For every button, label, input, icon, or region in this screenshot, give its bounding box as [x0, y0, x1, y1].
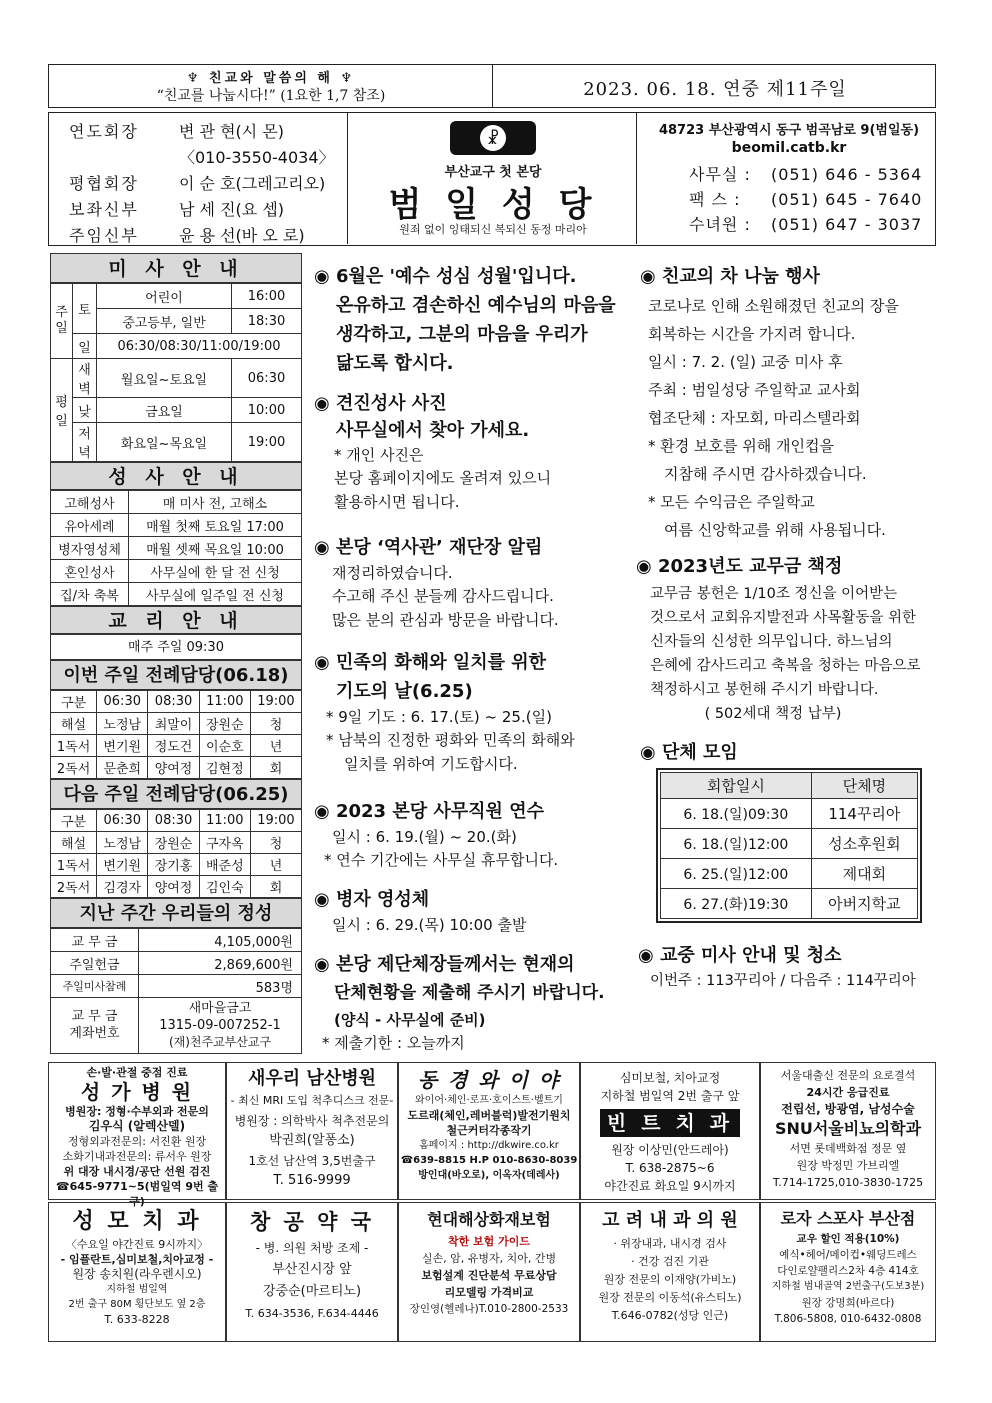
cell: 김경자: [97, 876, 148, 898]
group-date: 6. 27.(화)19:30: [661, 889, 812, 919]
mass-time: 10:00: [232, 398, 302, 423]
sacrament-key: 유아세례: [51, 514, 129, 537]
bint-dental-logo: 빈 트 치 과: [600, 1109, 740, 1137]
sunday-times: 06:30/08:30/11:00/19:00: [97, 334, 302, 359]
col-header: 06:30: [97, 691, 148, 713]
sacrament-key: 병자영성체: [51, 537, 129, 560]
group-name: 성소후원회: [811, 829, 917, 859]
mass-cat: 금요일: [97, 398, 232, 423]
staff-row: 주임신부 윤 용 선(바 오 로): [69, 226, 305, 245]
this-week-title: 이번 주일 전례담당(06.18): [50, 660, 302, 690]
col-header: 08:30: [148, 691, 199, 713]
offering-table: [50, 928, 302, 1054]
mass-cat: 월요일~토요일: [97, 359, 232, 398]
ad-namsan-hospital: 새우리 남산병원 - 최신 MRI 도입 척추디스크 전문- 병원장 : 의학박사 척추전문의 박권희(알퐁소) 1호선 남산역 3,5번출구 T. 516-9999: [226, 1062, 398, 1200]
sacrament-table: [50, 490, 302, 606]
account-label: 교 무 금 계좌번호: [51, 998, 139, 1054]
mass-title: 미 사 안 내: [50, 253, 302, 283]
cell: 최말이: [148, 713, 199, 735]
notice-confirmation-photo: ◉ 견진성사 사진 사무실에서 찾아 가세요. * 개인 사진은 본당 홈페이지에도 올려져 있으니 활용하시면 됩니다.: [314, 393, 552, 511]
cell: 장원순: [148, 832, 199, 854]
sacrament-value: 매월 셋째 목요일 10:00: [129, 537, 302, 560]
bullet-icon: ◉: [636, 556, 658, 577]
cell: 년: [250, 735, 301, 757]
notice-group-status: ◉ 본당 제단체장들께서는 현재의 단체현황을 제출해 주시기 바랍니다. (양식 - 사무실에 준비) * 제출기한 : 오늘까지: [314, 954, 605, 1052]
notice-reconciliation-prayer: ◉ 민족의 화해와 일치를 위한 기도의 날(6.25) * 9일 기도 : 6. 17.(토) ~ 25.(일) * 남북의 진정한 평화와 민족의 화해와 일치를 위하여 기도합시다.: [314, 652, 575, 773]
logo-tagline: 원죄 없이 잉태되신 복되신 동정 마리아: [399, 223, 587, 236]
next-week-table: [50, 809, 302, 898]
staff-row: 〈010-3550-4034〉: [179, 148, 335, 167]
cell: 변기원: [97, 854, 148, 876]
mass-sub: 새벽: [73, 359, 97, 398]
cell: 청: [250, 713, 301, 735]
mass-cat: 화요일~목요일: [97, 423, 232, 462]
bullet-icon: ◉: [314, 266, 336, 287]
cell: 김인숙: [199, 876, 250, 898]
col-header: 회합일시: [661, 773, 812, 799]
church-emblem-icon: [448, 119, 538, 157]
left-column: [50, 253, 302, 1054]
mass-cat: 중고등부, 일반: [97, 309, 232, 334]
motto-box: [48, 64, 492, 108]
col-header: 19:00: [250, 810, 301, 832]
notice-history-hall: ◉ 본당 ‘역사관’ 재단장 알림 재정리하였습니다. 수고해 주신 분들께 감사드립니다. 많은 분의 관심과 방문을 바랍니다.: [314, 537, 559, 629]
bullet-icon: ◉: [314, 889, 336, 910]
staff-row: 보좌신부 남 세 진(요 셉): [69, 200, 285, 219]
catechism-text: 매주 주일 09:30: [50, 634, 302, 660]
bullet-icon: ◉: [640, 266, 662, 287]
cell: 구자옥: [199, 832, 250, 854]
bullet-icon: ◉: [314, 537, 336, 558]
group-table-frame: [656, 768, 922, 923]
cell: 문춘희: [97, 757, 148, 779]
this-week-table: [50, 690, 302, 779]
notice-sacred-heart: ◉ 6월은 '예수 성심 성월'입니다. 온유하고 겸손하신 예수님의 마음을 생각하고, 그분의 마음을 우리가 닮도록 합시다.: [314, 266, 616, 374]
catechism-title: 교 리 안 내: [50, 606, 302, 634]
ad-sungga-hospital: 손·발·관절 중점 진료 성 가 병 원 병원장: 정형·수부외과 전문의 김우식 (알렉산델) 정형외과전문의: 서진환 원장 소화기내과전문의: 류서우 원장 위 대장 내시경/공단 선원 검진 ☎645-9771~5(범일역 9번 출구): [48, 1062, 226, 1200]
group-name: 아버지학교: [811, 889, 917, 919]
sacrament-key: 집/차 축복: [51, 583, 129, 606]
col-header: 11:00: [199, 691, 250, 713]
weekday-label: 평일: [51, 359, 73, 462]
cell: 장원순: [199, 713, 250, 735]
cell: 양여정: [148, 876, 199, 898]
cell: 양여정: [148, 757, 199, 779]
mass-time: 19:00: [232, 423, 302, 462]
cell: 1독서: [51, 735, 97, 757]
cell: 변기원: [97, 735, 148, 757]
col-header: 19:00: [250, 691, 301, 713]
cell: 2독서: [51, 876, 97, 898]
offering-value: 2,869,600원: [139, 952, 302, 975]
mass-sub: 낮: [73, 398, 97, 423]
phone-fax: 팩 스 : (051) 645 - 7640: [689, 190, 923, 209]
bullet-icon: ◉: [640, 742, 662, 763]
sunday-label: 주일: [51, 284, 73, 359]
mass-time: 18:30: [232, 309, 302, 334]
ad-hyundai-insurance: 현대해상화재보험 착한 보험 가이드 실손, 암, 유병자, 치아, 간병 보험설계 진단분석 무료상담 리모델링 가격비교 장인영(헬레나)T.010-2800-2533: [398, 1202, 580, 1342]
next-week-title: 다음 주일 전례담당(06.25): [50, 779, 302, 809]
motto-title: ♆ 친교와 말씀의 해 ♆: [186, 71, 356, 86]
sacrament-key: 고해성사: [51, 491, 129, 514]
bullet-icon: ◉: [314, 652, 336, 673]
cell: 회: [250, 876, 301, 898]
website-link[interactable]: beomil.catb.kr: [731, 140, 847, 156]
mass-sub: 저녁: [73, 423, 97, 462]
church-name: 범 일 성 당: [388, 185, 598, 225]
ad-sungmo-dental: 성 모 치 과 〈수요일 야간진료 9시까지〉 - 임플란트,심미보철,치아교정 - 원장 송치원(라우렌시오) 지하철 범일역 2번 출구 80M 횡단보도 옆 2층 T. 633-8228: [48, 1202, 226, 1342]
cell: 정도건: [148, 735, 199, 757]
offering-value: 4,105,000원: [139, 929, 302, 952]
cell: 2독서: [51, 757, 97, 779]
date-box: [492, 64, 936, 108]
cell: 해설: [51, 713, 97, 735]
contact-block: [645, 119, 933, 237]
col-header: 11:00: [199, 810, 250, 832]
sacrament-title: 성 사 안 내: [50, 462, 302, 490]
group-meetings: ◉ 단체 모임 회합일시 단체명 6. 18.(일)09:30 114꾸리아 6. 18.(일)12:00 성소후원회 6. 25.(일)12:00 제대회 6. 27.(화)19:30 아버지학교: [640, 738, 938, 923]
sacrament-value: 사무실에 일주일 전 신청: [129, 583, 302, 606]
offering-key: 교 무 금: [51, 929, 139, 952]
svg-text:☧: ☧: [486, 129, 500, 148]
group-table: [660, 772, 918, 919]
cell: 년: [250, 854, 301, 876]
offering-value: 583명: [139, 975, 302, 998]
col-header: 단체명: [811, 773, 917, 799]
cell: 해설: [51, 832, 97, 854]
phone-office: 사무실 : (051) 646 - 5364: [689, 165, 923, 184]
cell: 노정남: [97, 832, 148, 854]
info-box: [48, 112, 936, 246]
ad-donggyeong-wire: 동 경 와 이 야 와이어·체인·로프·호이스트·벨트기 도르래(체인,레버블럭)발전기원치 철근커터각종작기 홈페이지 : http://dkwire.co.kr ☎639-8815 H.P 010-8630-8039 방인대(바오로), 이옥자(데레사): [398, 1062, 580, 1200]
sunday-day-label: 일: [73, 334, 97, 359]
offering-title: 지난 주간 우리들의 정성: [50, 898, 302, 928]
notice-tea-sharing: ◉ 친교의 차 나눔 행사 코로나로 인해 소원해졌던 친교의 장을 회복하는 시간을 가지려 합니다. 일시 : 7. 2. (일) 교중 미사 후 주최 : 범일성당 주일학교 교사회 협조단체 : 자모회, 마리스텔라회 * 환경 보호를 위해 개인컵을 지참해 주시면 감사하겠습니다. * 모든 수익금은 주일학교 여름 신앙학교를 위해 사용됩니다.: [640, 266, 899, 539]
notice-staff-training: ◉ 2023 본당 사무직원 연수 일시 : 6. 19.(월) ~ 20.(화) * 연수 기간에는 사무실 휴무합니다.: [314, 801, 559, 870]
notice-tithe: ◉ 2023년도 교무금 책정 교무금 봉헌은 1/10조 정신을 이어받는 것으로서 교회유지발전과 사목활동을 위한 신자들의 신성한 의무입니다. 하느님의 은혜에 감사드리고 축복을 청하는 마음으로 책정하시고 봉헌해 주시기 바랍니다. ( 502세대 책정 납부): [636, 556, 921, 722]
col-header: 06:30: [97, 810, 148, 832]
notice-sick-communion: ◉ 병자 영성체 일시 : 6. 29.(목) 10:00 출발: [314, 889, 527, 934]
cell: 배준성: [199, 854, 250, 876]
col-header: 구분: [51, 810, 97, 832]
staff-list: [69, 119, 359, 249]
cell: 장기홍: [148, 854, 199, 876]
mass-cat: 어린이: [97, 284, 232, 309]
bullet-icon: ◉: [314, 393, 336, 414]
ad-snu-urology: 서울대출신 전문의 요로결석 24시간 응급진료 전립선, 방광염, 남성수술 SNU서울비뇨의학과 서면 롯데백화점 정문 옆 원장 박정민 가브리엘 T.714-1725,010-3830-1725: [760, 1062, 936, 1200]
mass-time: 06:30: [232, 359, 302, 398]
motto-text: “친교를 나눕시다!” (1요한 1,7 참조): [156, 88, 386, 104]
date-line: 2023. 06. 18. 연중 제11주일: [583, 79, 847, 100]
offering-key: 주일헌금: [51, 952, 139, 975]
account-info: 새마을금고 1315-09-007252-1 (재)천주교부산교구: [139, 998, 302, 1054]
offering-key: 주일미사참례: [51, 975, 139, 998]
bullet-icon: ◉: [314, 801, 336, 822]
address: 48723 부산광역시 동구 범곡남로 9(범일동): [658, 123, 920, 138]
logo-area: [347, 113, 637, 244]
sacrament-value: 매 미사 전, 고해소: [129, 491, 302, 514]
cell: 이순호: [199, 735, 250, 757]
staff-row: 연도회장 변 관 현(시 몬): [69, 122, 285, 141]
group-date: 6. 25.(일)12:00: [661, 859, 812, 889]
ad-changgong-pharmacy: 창 공 약 국 - 병. 의원 처방 조제 - 부산진시장 앞 강중순(마르티노) T. 634-3536, F.634-4446: [226, 1202, 398, 1342]
ad-goryeo-clinic: 고 려 내 과 의 원 · 위장내과, 내시경 검사 · 건강 검진 기관 원장 전문의 이재양(가비노) 원장 전문의 이동석(유스티노) T.646-0782(성당 인근): [580, 1202, 760, 1342]
mass-table: [50, 283, 302, 462]
sacrament-key: 혼인성사: [51, 560, 129, 583]
bullet-icon: ◉: [314, 954, 336, 975]
group-name: 제대회: [811, 859, 917, 889]
cell: 1독서: [51, 854, 97, 876]
group-name: 114꾸리아: [811, 799, 917, 829]
phone-convent: 수녀원 : (051) 647 - 3037: [689, 215, 923, 234]
ad-bint-dental: 심미보철, 치아교정 지하철 범일역 2번 출구 앞 빈 트 치 과 원장 이상민(안드레아) T. 638-2875~6 야간진료 화요일 9시까지: [580, 1062, 760, 1200]
mass-time: 16:00: [232, 284, 302, 309]
bullet-icon: ◉: [638, 945, 660, 966]
cell: 회: [250, 757, 301, 779]
cell: 김현정: [199, 757, 250, 779]
group-date: 6. 18.(일)12:00: [661, 829, 812, 859]
saturday-label: 토: [73, 284, 97, 334]
staff-row: 평협회장 이 순 호(그레고리오): [69, 174, 326, 193]
sacrament-value: 사무실에 한 달 전 신청: [129, 560, 302, 583]
cell: 청: [250, 832, 301, 854]
group-date: 6. 18.(일)09:30: [661, 799, 812, 829]
logo-subtitle: 부산교구 첫 본당: [444, 165, 542, 180]
notice-cleaning: ◉ 교중 미사 안내 및 청소 이번주 : 113꾸리아 / 다음주 : 114꾸리아: [638, 945, 916, 989]
sacrament-value: 매월 첫째 토요일 17:00: [129, 514, 302, 537]
col-header: 08:30: [148, 810, 199, 832]
ad-rosa-sposa: 로자 스포사 부산점 교우 할인 적용(10%) 예식•헤어/메이컵•웨딩드레스 다인로얄팰리스2차 4층 414호 지하철 범내골역 2번출구(도보3분) 원장 강명희(바르다) T.806-5808, 010-6432-0808: [760, 1202, 936, 1342]
col-header: 구분: [51, 691, 97, 713]
cell: 노정남: [97, 713, 148, 735]
